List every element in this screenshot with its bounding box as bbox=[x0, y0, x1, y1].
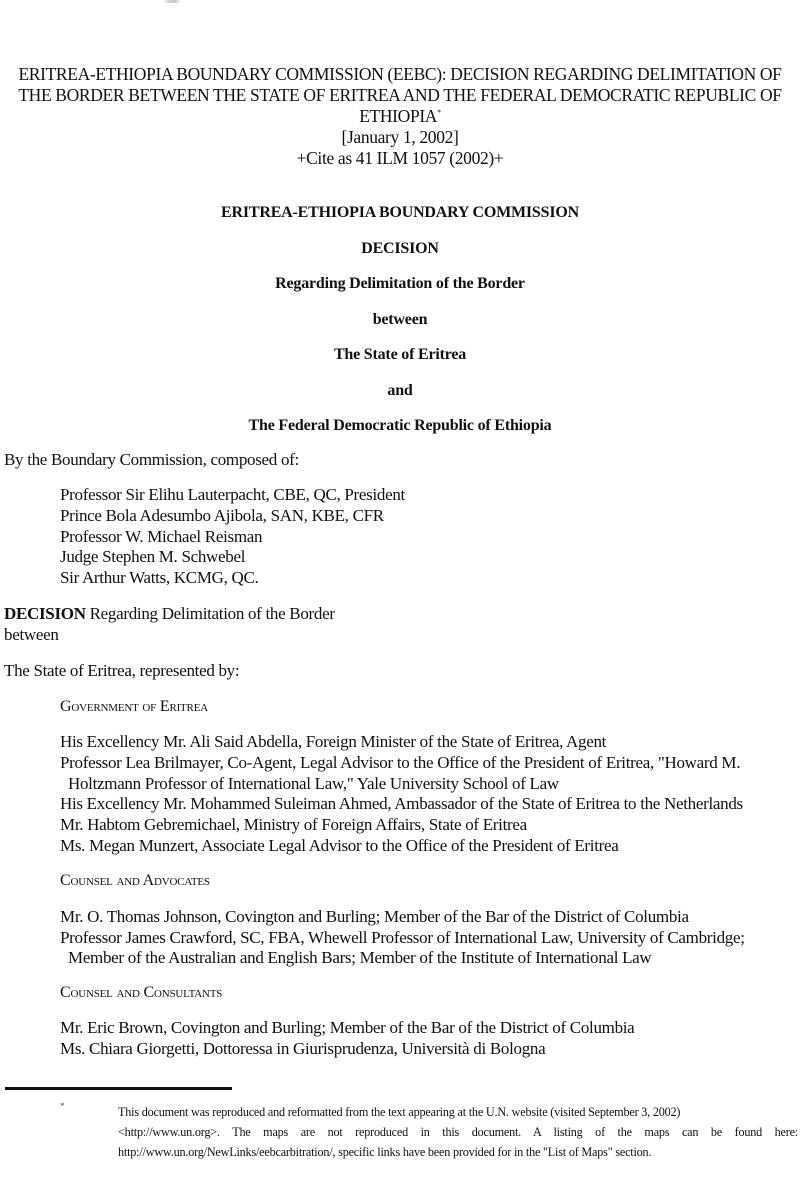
decision-line: DECISION Regarding Delimitation of the Border bbox=[4, 604, 335, 623]
representative-entry: His Excellency Mr. Mohammed Suleiman Ahmed, Ambassador of the State of Eritrea to the Netherlands bbox=[60, 794, 743, 813]
header-title-line-1: ERITREA-ETHIOPIA BOUNDARY COMMISSION (EEBC): DECISION REGARDING DELIMITATION OF bbox=[18, 64, 782, 84]
and-heading: and bbox=[387, 382, 413, 399]
footnote-divider bbox=[5, 1087, 232, 1090]
commission-heading: ERITREA-ETHIOPIA BOUNDARY COMMISSION bbox=[221, 204, 579, 221]
between-heading: between bbox=[372, 311, 428, 328]
party1-heading: The State of Eritrea bbox=[333, 346, 467, 363]
representative-entry: Mr. Eric Brown, Covington and Burling; Member of the Bar of the District of Columbia bbox=[60, 1018, 635, 1037]
footnote-reference[interactable]: * bbox=[437, 108, 441, 118]
regarding-heading: Regarding Delimitation of the Border bbox=[275, 275, 525, 292]
section-heading-government: Government of Eritrea bbox=[60, 698, 208, 715]
commission-member: Sir Arthur Watts, KCMG, QC. bbox=[60, 568, 259, 587]
representative-entry: Professor Lea Brilmayer, Co-Agent, Legal Advisor to the Office of the President of Eritrea, "Howard M. bbox=[60, 753, 741, 772]
representative-entry: His Excellency Mr. Ali Said Abdella, Foreign Minister of the State of Eritrea, Agent bbox=[60, 732, 607, 751]
commission-member: Prince Bola Adesumbo Ajibola, SAN, KBE, CFR bbox=[60, 506, 384, 525]
scan-artifact bbox=[163, 0, 181, 3]
representative-entry: Ms. Chiara Giorgetti, Dottoressa in Giurisprudenza, Università di Bologna bbox=[60, 1039, 546, 1058]
representative-entry-continuation: Member of the Australian and English Bars; Member of the Institute of International Law bbox=[68, 948, 652, 967]
footnote-line-1: This document was reproduced and reformatted from the text appearing at the U.N. website (visited September 3, 2002) bbox=[118, 1105, 681, 1119]
header-date: [January 1, 2002] bbox=[341, 127, 459, 147]
document-header bbox=[0, 64, 800, 169]
commission-member: Judge Stephen M. Schwebel bbox=[60, 547, 246, 566]
header-title-line-3: ETHIOPIA* bbox=[359, 106, 441, 126]
party2-heading: The Federal Democratic Republic of Ethiopia bbox=[248, 417, 552, 434]
footnote-marker: * bbox=[60, 1101, 65, 1111]
representative-entry: Ms. Megan Munzert, Associate Legal Advisor to the Office of the President of Eritrea bbox=[60, 836, 619, 855]
representative-entry: Mr. O. Thomas Johnson, Covington and Burling; Member of the Bar of the District of Columbia bbox=[60, 907, 689, 926]
representative-entry-continuation: Holtzmann Professor of International Law," Yale University School of Law bbox=[68, 774, 559, 793]
decision-between: between bbox=[4, 625, 59, 644]
eritrea-intro: The State of Eritrea, represented by: bbox=[4, 661, 240, 680]
footnote-line-3: http://www.un.org/NewLinks/eebcarbitration/, specific links have been provided for in the "List of Maps" section. bbox=[118, 1145, 652, 1159]
commission-member: Professor W. Michael Reisman bbox=[60, 527, 263, 546]
section-heading-counsel-advocates: Counsel and Advocates bbox=[60, 872, 210, 889]
footnote-text bbox=[118, 1102, 798, 1162]
section-heading-counsel-consultants: Counsel and Consultants bbox=[60, 984, 223, 1001]
header-title-line-2: THE BORDER BETWEEN THE STATE OF ERITREA AND THE FEDERAL DEMOCRATIC REPUBLIC OF bbox=[18, 85, 782, 105]
header-citation: +Cite as 41 ILM 1057 (2002)+ bbox=[296, 148, 504, 168]
footnote-line-2: <http://www.un.org>. The maps are not reproduced in this document. A listing of the maps can be found here: bbox=[118, 1125, 798, 1139]
representative-entry: Mr. Habtom Gebremichael, Ministry of Foreign Affairs, State of Eritrea bbox=[60, 815, 527, 834]
representative-entry: Professor James Crawford, SC, FBA, Whewell Professor of International Law, University of Cambridge; bbox=[60, 928, 745, 947]
commission-intro: By the Boundary Commission, composed of: bbox=[4, 450, 299, 469]
decision-label: DECISION bbox=[4, 604, 86, 623]
commission-member: Professor Sir Elihu Lauterpacht, CBE, QC, President bbox=[60, 485, 405, 504]
decision-heading: DECISION bbox=[361, 240, 439, 257]
